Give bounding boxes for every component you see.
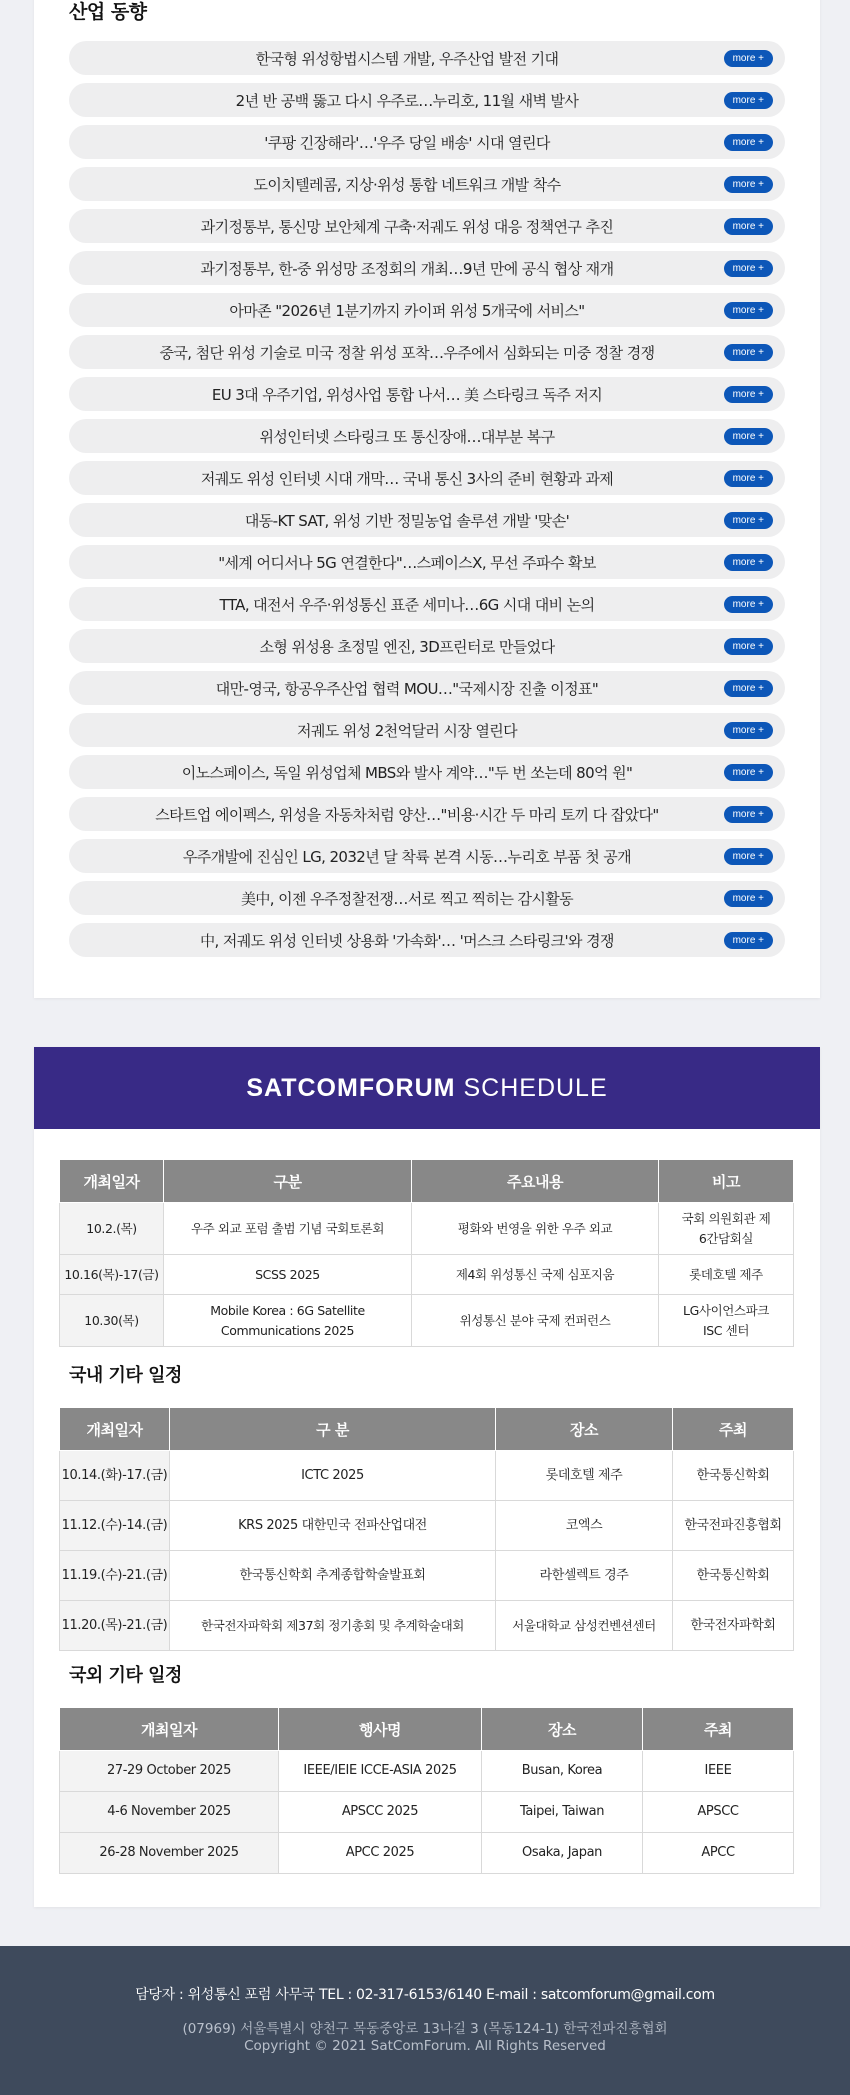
- more-button[interactable]: more +: [724, 932, 773, 949]
- more-button[interactable]: more +: [724, 764, 773, 781]
- news-item[interactable]: [69, 881, 785, 915]
- header-host: 주최: [673, 1408, 794, 1451]
- domestic-section-title: 국내 기타 일정: [69, 1365, 182, 1386]
- table-row: [60, 1203, 794, 1255]
- news-item[interactable]: [69, 83, 785, 117]
- news-headline[interactable]: TTA, 대전서 우주·위성통신 표준 세미나…6G 시대 대비 논의: [219, 595, 595, 614]
- cell-date: 4-6 November 2025: [60, 1792, 279, 1833]
- footer-copyright: Copyright © 2021 SatComForum. All Rights Reserved: [244, 2038, 606, 2054]
- news-item[interactable]: [69, 125, 785, 159]
- news-headline[interactable]: 中, 저궤도 위성 인터넷 상용화 '가속화'… '머스크 스타링크'와 경쟁: [200, 931, 614, 950]
- cell-place: 서울대학교 삼성컨벤션센터: [496, 1601, 673, 1651]
- cell-category: KRS 2025 대한민국 전파산업대전: [170, 1501, 496, 1551]
- news-headline[interactable]: 저궤도 위성 2천억달러 시장 열린다: [296, 721, 518, 740]
- news-item[interactable]: [69, 503, 785, 537]
- forum-schedule-table: [59, 1159, 794, 1347]
- cell-date: 11.12.(수)-14.(금): [60, 1501, 170, 1551]
- news-item[interactable]: [69, 839, 785, 873]
- table-row: [60, 1833, 794, 1874]
- header-category: 구 분: [170, 1408, 496, 1451]
- cell-content: 평화와 번영을 위한 우주 외교: [412, 1203, 659, 1255]
- cell-place: 라한셀렉트 경주: [496, 1551, 673, 1601]
- news-headline[interactable]: 美中, 이젠 우주정찰전쟁…서로 찍고 찍히는 감시활동: [240, 889, 574, 908]
- table-header-row: [60, 1160, 794, 1203]
- international-schedule-table: [59, 1707, 794, 1874]
- cell-place: 롯데호텔 제주: [496, 1451, 673, 1501]
- cell-place: Taipei, Taiwan: [482, 1792, 643, 1833]
- table-header-row: [60, 1708, 794, 1751]
- header-event: 행사명: [279, 1708, 482, 1751]
- news-item[interactable]: [69, 587, 785, 621]
- cell-note: 국회 의원회관 제6간담회실: [659, 1203, 794, 1255]
- cell-date: 27-29 October 2025: [60, 1751, 279, 1792]
- news-headline[interactable]: 위성인터넷 스타링크 또 통신장애…대부분 복구: [259, 427, 555, 446]
- cell-date: 26-28 November 2025: [60, 1833, 279, 1874]
- news-item[interactable]: [69, 377, 785, 411]
- news-item[interactable]: [69, 461, 785, 495]
- news-item[interactable]: [69, 755, 785, 789]
- more-button[interactable]: more +: [724, 302, 773, 319]
- more-button[interactable]: more +: [724, 344, 773, 361]
- footer-address: (07969) 서울특별시 양천구 목동중앙로 13나길 3 (목동124-1) 한국전파진흥협회: [182, 2021, 668, 2037]
- cell-date: 10.30(목): [60, 1295, 164, 1347]
- cell-category: ICTC 2025: [170, 1451, 496, 1501]
- header-place: 장소: [482, 1708, 643, 1751]
- header-place: 장소: [496, 1408, 673, 1451]
- cell-category: Mobile Korea : 6G Satellite Communications 2025: [164, 1295, 412, 1347]
- news-headline[interactable]: 2년 반 공백 뚫고 다시 우주로…누리호, 11월 새벽 발사: [235, 91, 579, 110]
- news-headline[interactable]: 대동-KT SAT, 위성 기반 정밀농업 솔루션 개발 '맞손': [244, 511, 570, 530]
- cell-host: 한국전자파학회: [673, 1601, 794, 1651]
- more-button[interactable]: more +: [724, 554, 773, 571]
- table-row: [60, 1751, 794, 1792]
- header-content: 주요내용: [412, 1160, 659, 1203]
- news-headline[interactable]: 우주개발에 진심인 LG, 2032년 달 착륙 본격 시동…누리호 부품 첫 공개: [182, 847, 632, 866]
- cell-category: 한국통신학회 추계종합학술발표회: [170, 1551, 496, 1601]
- more-button[interactable]: more +: [724, 50, 773, 67]
- more-button[interactable]: more +: [724, 92, 773, 109]
- footer: [0, 1946, 850, 2095]
- cell-place: Busan, Korea: [482, 1751, 643, 1792]
- cell-date: 10.16(목)-17(금): [60, 1255, 164, 1295]
- header-host: 주최: [643, 1708, 794, 1751]
- cell-content: 위성통신 분야 국제 컨퍼런스: [412, 1295, 659, 1347]
- more-button[interactable]: more +: [724, 596, 773, 613]
- table-header-row: [60, 1408, 794, 1451]
- news-item[interactable]: [69, 797, 785, 831]
- news-item[interactable]: [69, 419, 785, 453]
- more-button[interactable]: more +: [724, 428, 773, 445]
- cell-date: 11.19.(수)-21.(금): [60, 1551, 170, 1601]
- news-item[interactable]: [69, 251, 785, 285]
- cell-date: 10.2.(목): [60, 1203, 164, 1255]
- cell-category: SCSS 2025: [164, 1255, 412, 1295]
- table-row: [60, 1792, 794, 1833]
- cell-note: 롯데호텔 제주: [659, 1255, 794, 1295]
- banner-regular-text: SCHEDULE: [463, 1073, 608, 1102]
- more-button[interactable]: more +: [724, 848, 773, 865]
- more-button[interactable]: more +: [724, 806, 773, 823]
- cell-category: 한국전자파학회 제37회 정기총회 및 추계학술대회: [170, 1601, 496, 1651]
- more-button[interactable]: more +: [724, 470, 773, 487]
- cell-host: APCC: [643, 1833, 794, 1874]
- news-item[interactable]: [69, 671, 785, 705]
- more-button[interactable]: more +: [724, 134, 773, 151]
- more-button[interactable]: more +: [724, 512, 773, 529]
- cell-host: APSCC: [643, 1792, 794, 1833]
- news-item[interactable]: [69, 629, 785, 663]
- cell-event: IEEE/IEIE ICCE-ASIA 2025: [279, 1751, 482, 1792]
- cell-place: 코엑스: [496, 1501, 673, 1551]
- cell-host: 한국통신학회: [673, 1451, 794, 1501]
- more-button[interactable]: more +: [724, 722, 773, 739]
- news-headline[interactable]: 과기정통부, 한-중 위성망 조정회의 개최…9년 만에 공식 협상 재개: [200, 259, 614, 278]
- news-headline[interactable]: 과기정통부, 통신망 보안체계 구축·저궤도 위성 대응 정책연구 추진: [200, 217, 614, 236]
- more-button[interactable]: more +: [724, 218, 773, 235]
- cell-event: APSCC 2025: [279, 1792, 482, 1833]
- header-note: 비고: [659, 1160, 794, 1203]
- news-headline[interactable]: EU 3대 우주기업, 위성사업 통합 나서… 美 스타링크 독주 저지: [211, 385, 603, 404]
- more-button[interactable]: more +: [724, 638, 773, 655]
- table-row: [60, 1601, 794, 1651]
- news-headline[interactable]: 도이치텔레콤, 지상·위성 통합 네트워크 개발 착수: [253, 175, 561, 194]
- more-button[interactable]: more +: [724, 680, 773, 697]
- header-date: 개최일자: [60, 1160, 164, 1203]
- more-button[interactable]: more +: [724, 176, 773, 193]
- cell-date: 10.14.(화)-17.(금): [60, 1451, 170, 1501]
- cell-host: IEEE: [643, 1751, 794, 1792]
- domestic-schedule-table: [59, 1407, 794, 1651]
- cell-content: 제4회 위성통신 국제 심포지움: [412, 1255, 659, 1295]
- news-item[interactable]: [69, 167, 785, 201]
- schedule-banner: [34, 1047, 820, 1129]
- news-item[interactable]: [69, 209, 785, 243]
- news-item[interactable]: [69, 713, 785, 747]
- table-row: [60, 1295, 794, 1347]
- news-headline[interactable]: '쿠팡 긴장해라'…'우주 당일 배송' 시대 열린다: [264, 133, 550, 152]
- banner-bold-text: SATCOMFORUM: [246, 1073, 456, 1102]
- more-button[interactable]: more +: [724, 890, 773, 907]
- news-item[interactable]: [69, 545, 785, 579]
- cell-category: 우주 외교 포럼 출범 기념 국회토론회: [164, 1203, 412, 1255]
- table-row: [60, 1551, 794, 1601]
- more-button[interactable]: more +: [724, 386, 773, 403]
- table-row: [60, 1501, 794, 1551]
- news-section-title: 산업 동향: [69, 1, 147, 23]
- news-headline[interactable]: 이노스페이스, 독일 위성업체 MBS와 발사 계약…"두 번 쏘는데 80억 원": [181, 763, 633, 782]
- international-section-title: 국외 기타 일정: [69, 1665, 182, 1686]
- cell-host: 한국통신학회: [673, 1551, 794, 1601]
- news-item[interactable]: [69, 335, 785, 369]
- cell-note: LG사이언스파크 ISC 센터: [659, 1295, 794, 1347]
- news-headline[interactable]: 저궤도 위성 인터넷 시대 개막… 국내 통신 3사의 준비 현황과 과제: [200, 469, 614, 488]
- news-list: [69, 41, 785, 965]
- footer-contact: 담당자 : 위성통신 포럼 사무국 TEL : 02-317-6153/6140 E-mail : satcomforum@gmail.com: [135, 1987, 715, 2003]
- header-date: 개최일자: [60, 1408, 170, 1451]
- header-category: 구분: [164, 1160, 412, 1203]
- news-headline[interactable]: 아마존 "2026년 1분기까지 카이퍼 위성 5개국에 서비스": [229, 301, 585, 320]
- cell-event: APCC 2025: [279, 1833, 482, 1874]
- news-item[interactable]: [69, 293, 785, 327]
- cell-place: Osaka, Japan: [482, 1833, 643, 1874]
- news-headline[interactable]: 스타트업 에이펙스, 위성을 자동차처럼 양산…"비용·시간 두 마리 토끼 다 잡았다": [155, 805, 659, 824]
- news-item[interactable]: [69, 41, 785, 75]
- news-headline[interactable]: 소형 위성용 초정밀 엔진, 3D프린터로 만들었다: [259, 637, 555, 656]
- news-headline[interactable]: 한국형 위성항법시스템 개발, 우주산업 발전 기대: [255, 49, 559, 68]
- header-date: 개최일자: [60, 1708, 279, 1751]
- table-row: [60, 1451, 794, 1501]
- more-button[interactable]: more +: [724, 260, 773, 277]
- news-headline[interactable]: "세계 어디서나 5G 연결한다"…스페이스X, 무선 주파수 확보: [218, 553, 596, 572]
- cell-host: 한국전파진흥협회: [673, 1501, 794, 1551]
- news-headline[interactable]: 중국, 첨단 위성 기술로 미국 정찰 위성 포착…우주에서 심화되는 미중 정찰 경쟁: [159, 343, 655, 362]
- news-item[interactable]: [69, 923, 785, 957]
- table-row: [60, 1255, 794, 1295]
- cell-date: 11.20.(목)-21.(금): [60, 1601, 170, 1651]
- news-headline[interactable]: 대만-영국, 항공우주산업 협력 MOU…"국제시장 진출 이정표": [215, 679, 599, 698]
